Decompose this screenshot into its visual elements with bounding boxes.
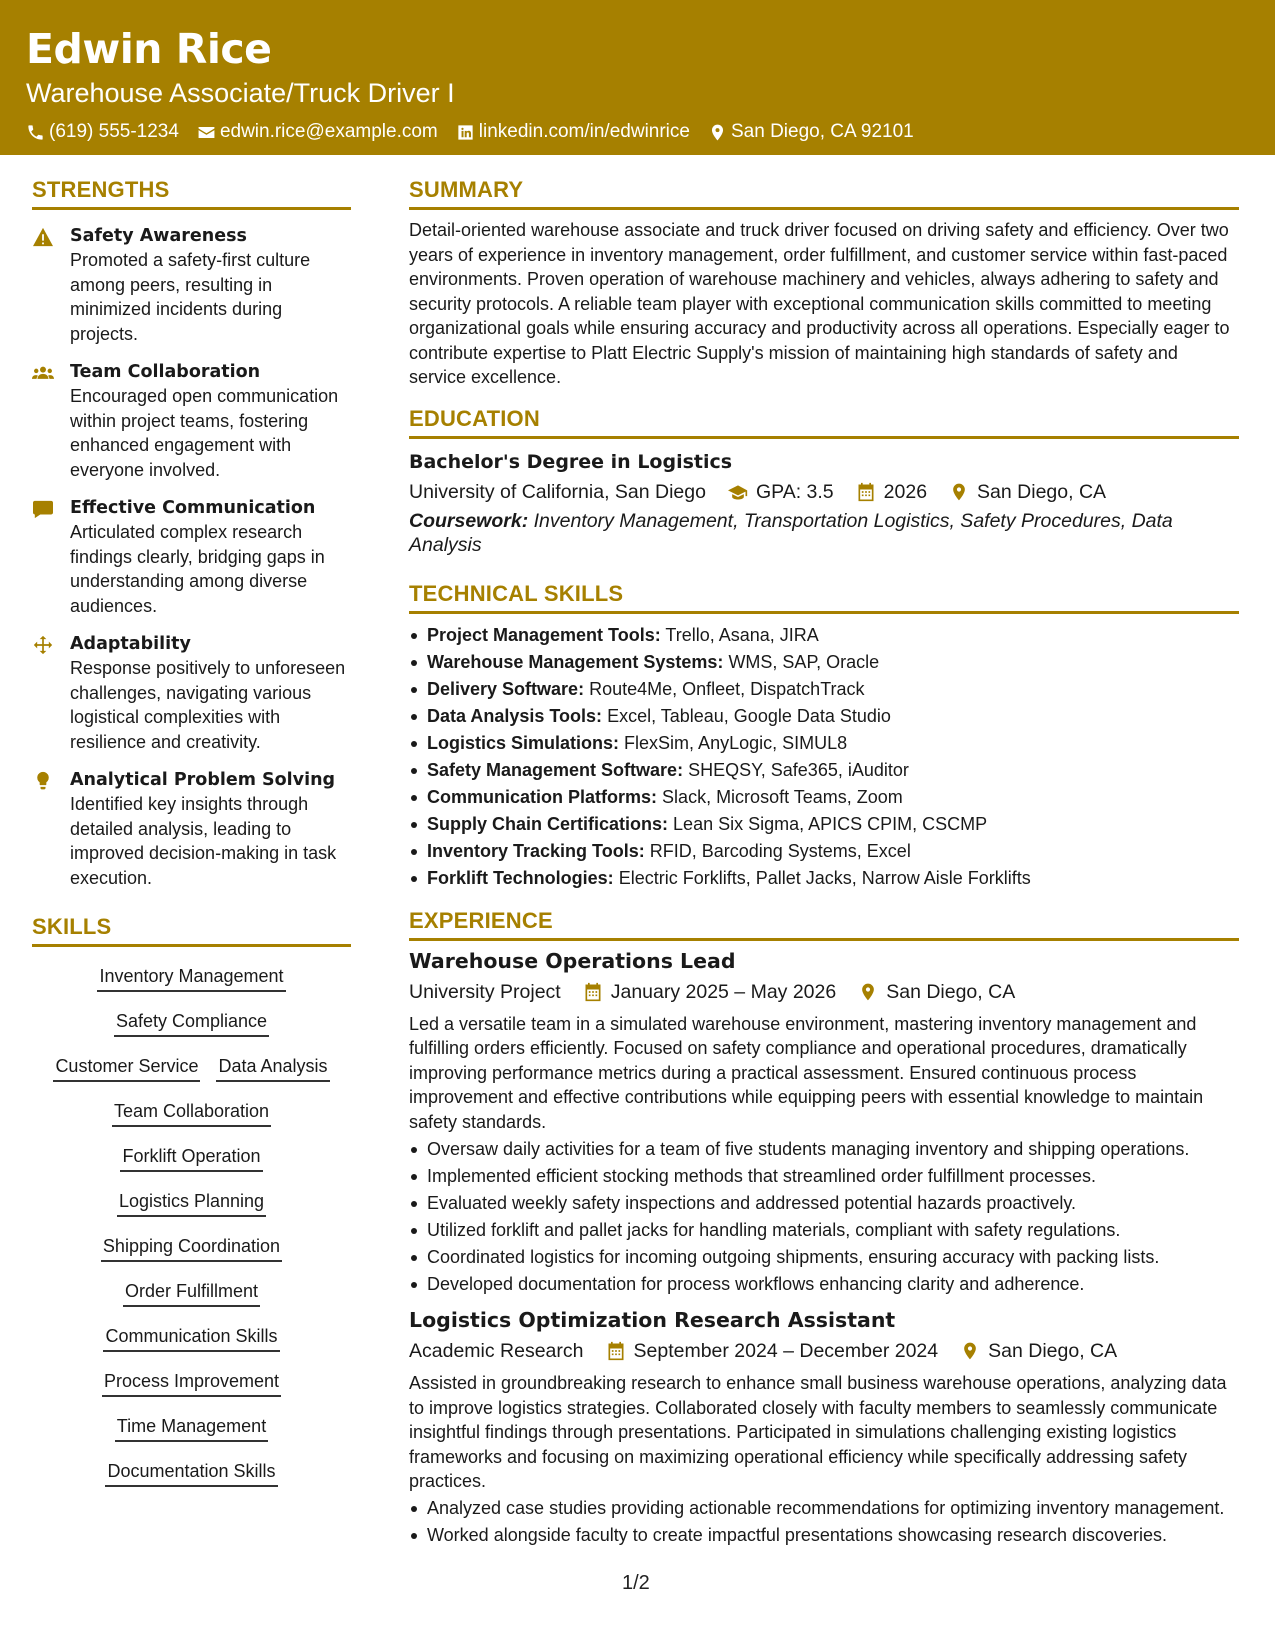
job-title: Warehouse Operations Lead [409, 948, 736, 973]
job-location: San Diego, CA [988, 1340, 1118, 1362]
tech-skill-value: Slack, Microsoft Teams, Zoom [662, 786, 903, 807]
page-number: 1/2 [622, 1572, 650, 1594]
job-description: Led a versatile team in a simulated warehouse environment, mastering inventory management and fulfilling orders efficiently. Focused on safety compliance and operational procedures, dramatically improving performance metrics during a practical assessment. Ensured continuous process improvement and effective contributions while equipping peers with essential knowledge to maintain safety standards. [409, 1013, 1204, 1132]
technical-skills-list [409, 622, 1239, 892]
strength-name: Safety Awareness [70, 226, 247, 246]
tech-skill-label: Inventory Tracking Tools: [427, 840, 645, 861]
list-item [409, 730, 1239, 757]
list-item: Evaluated weekly safety inspections and addressed potential hazards proactively. [409, 1191, 1239, 1216]
strength-item [32, 496, 351, 618]
envelope-icon [197, 123, 216, 142]
list-item [409, 757, 1239, 784]
map-pin-icon [960, 1341, 980, 1361]
tech-skill-value: RFID, Barcoding Systems, Excel [649, 840, 911, 861]
location-text: San Diego, CA 92101 [730, 121, 914, 142]
left-column [32, 175, 351, 1487]
map-pin-icon [858, 982, 878, 1002]
list-item: Implemented efficient stocking methods that streamlined order fulfillment processes. [409, 1164, 1239, 1189]
degree-title: Bachelor's Degree in Logistics [409, 450, 733, 473]
list-item: Oversaw daily activities for a team of five students managing inventory and shipping operations. [409, 1137, 1239, 1162]
summary-heading: SUMMARY [409, 175, 1239, 210]
linkedin-icon [456, 123, 475, 142]
contact-bar [26, 120, 1249, 144]
list-item: Analyzed case studies providing actionable recommendations for optimizing inventory management. [409, 1496, 1239, 1521]
job-bullets [409, 1137, 1239, 1297]
list-item [409, 649, 1239, 676]
job-org: University Project [409, 980, 561, 1003]
strength-item [32, 768, 351, 890]
summary-text: Detail-oriented warehouse associate and truck driver focused on driving safety and efficiency. Over two years of experience in inventory management, order fulfillment, and customer service within fast-paced environments. Proven operation of warehouse machinery and vehicles, always adhering to safety and security protocols. A reliable team player with exceptional communication skills committed to meeting organizational goals while ensuring accuracy and productivity across all operations. Especially eager to contribute expertise to Platt Electric Supply's mission of maintaining high standards of safety and service excellence. [409, 220, 1230, 387]
experience-heading: EXPERIENCE [409, 906, 1239, 941]
coursework-list: Inventory Management, Transportation Logistics, Safety Procedures, Data Analysis [409, 509, 1173, 556]
strength-item [32, 224, 351, 346]
strength-item [32, 632, 351, 754]
tech-skill-label: Forklift Technologies: [427, 867, 614, 888]
list-item: Developed documentation for process workflows enhancing clarity and adherence. [409, 1272, 1239, 1297]
skill-tag: Inventory Management [97, 964, 285, 992]
right-column [409, 175, 1239, 1548]
strength-desc: Identified key insights through detailed analysis, leading to improved decision-making in task execution. [70, 794, 337, 888]
users-icon [32, 363, 54, 383]
skill-tag: Team Collaboration [112, 1099, 271, 1127]
gpa: GPA: 3.5 [755, 480, 834, 503]
skill-tag: Forklift Operation [120, 1144, 262, 1172]
list-item: Worked alongside faculty to create impactful presentations showcasing research discoveries. [409, 1523, 1239, 1548]
list-item [409, 703, 1239, 730]
skill-tag: Process Improvement [102, 1369, 281, 1397]
tech-skill-value: Route4Me, Onfleet, DispatchTrack [589, 678, 865, 699]
list-item: Coordinated logistics for incoming outgoing shipments, ensuring accuracy with packing lists. [409, 1245, 1239, 1270]
tech-skill-value: Excel, Tableau, Google Data Studio [607, 705, 891, 726]
skill-tag: Safety Compliance [114, 1009, 269, 1037]
contact-location [708, 120, 914, 144]
education-location: San Diego, CA [977, 480, 1107, 503]
job-entry [409, 1306, 1239, 1548]
calendar-icon [606, 1341, 626, 1361]
contact-linkedin[interactable] [456, 120, 690, 144]
list-item [409, 622, 1239, 649]
tech-skill-label: Supply Chain Certifications: [427, 813, 669, 834]
tech-skill-value: SHEQSY, Safe365, iAuditor [688, 759, 909, 780]
phone-text: (619) 555-1234 [49, 121, 179, 142]
tech-skill-value: Trello, Asana, JIRA [665, 624, 819, 645]
skill-tag: Data Analysis [216, 1054, 329, 1082]
job-meta [409, 978, 1239, 1006]
tech-skill-label: Warehouse Management Systems: [427, 651, 724, 672]
tech-skill-value: WMS, SAP, Oracle [728, 651, 880, 672]
job-description: Assisted in groundbreaking research to enhance small business warehouse operations, analyzing data to improve logistics strategies. Collaborated closely with faculty members to seamlessly communicate insightful findings through presentations. Participated in simulations challenging existing logistics frameworks and focusing on maximizing operational efficiency while specifically addressing safety practices. [409, 1373, 1227, 1491]
skill-tag: Logistics Planning [117, 1189, 266, 1217]
job-meta [409, 1337, 1239, 1365]
coursework [409, 509, 1239, 557]
graduation-year: 2026 [883, 480, 928, 503]
job-location: San Diego, CA [886, 980, 1016, 1003]
calendar-icon [856, 482, 876, 502]
candidate-title: Warehouse Associate/Truck Driver I [26, 78, 455, 108]
list-item [409, 838, 1239, 865]
job-title: Logistics Optimization Research Assistant [409, 1308, 896, 1332]
list-item [409, 811, 1239, 838]
education-heading: EDUCATION [409, 404, 1239, 439]
job-dates: September 2024 – December 2024 [633, 1340, 939, 1362]
candidate-name: Edwin Rice [26, 25, 272, 73]
linkedin-text: linkedin.com/in/edwinrice [478, 121, 690, 142]
skill-tag: Order Fulfillment [123, 1279, 260, 1307]
job-entry [409, 947, 1239, 1297]
comment-icon [32, 499, 54, 519]
list-item [409, 865, 1239, 892]
resume-header [0, 0, 1275, 155]
list-item [409, 784, 1239, 811]
skill-tag: Documentation Skills [105, 1459, 277, 1487]
tech-skill-label: Safety Management Software: [427, 759, 684, 780]
tech-skill-value: Lean Six Sigma, APICS CPIM, CSCMP [673, 813, 988, 834]
email-text: edwin.rice@example.com [219, 121, 438, 142]
contact-email[interactable] [197, 120, 438, 144]
strength-desc: Promoted a safety-first culture among peers, resulting in minimized incidents during projects. [70, 250, 311, 344]
skills-heading: SKILLS [32, 912, 351, 947]
arrows-move-icon [32, 635, 54, 655]
tech-skill-label: Project Management Tools: [427, 624, 661, 645]
education-meta [409, 478, 1239, 506]
skill-tag: Communication Skills [103, 1324, 279, 1352]
tech-skill-value: FlexSim, AnyLogic, SIMUL8 [624, 732, 848, 753]
school-name: University of California, San Diego [409, 480, 706, 503]
warning-icon [32, 227, 54, 247]
strength-name: Analytical Problem Solving [70, 770, 336, 790]
strength-name: Team Collaboration [70, 362, 261, 382]
lightbulb-icon [32, 771, 54, 791]
map-pin-icon [949, 482, 969, 502]
job-dates: January 2025 – May 2026 [610, 980, 837, 1003]
technical-skills-heading: TECHNICAL SKILLS [409, 579, 1239, 614]
skill-tag: Customer Service [53, 1054, 200, 1082]
strength-item [32, 360, 351, 482]
list-item: Utilized forklift and pallet jacks for handling materials, compliant with safety regulations. [409, 1218, 1239, 1243]
strength-name: Effective Communication [70, 498, 316, 518]
phone-icon [26, 123, 45, 142]
tech-skill-label: Communication Platforms: [427, 786, 658, 807]
strength-name: Adaptability [70, 634, 191, 654]
contact-phone[interactable] [26, 120, 179, 144]
tech-skill-value: Electric Forklifts, Pallet Jacks, Narrow Aisle Forklifts [618, 867, 1031, 888]
strengths-heading: STRENGTHS [32, 175, 351, 210]
tech-skill-label: Data Analysis Tools: [427, 705, 603, 726]
coursework-label: Coursework: [409, 509, 529, 532]
list-item [409, 676, 1239, 703]
job-bullets [409, 1496, 1239, 1548]
skill-tag: Time Management [115, 1414, 268, 1442]
job-org: Academic Research [409, 1340, 584, 1362]
graduation-cap-icon [728, 482, 748, 502]
strength-desc: Articulated complex research findings clearly, bridging gaps in understanding among diverse audiences. [70, 522, 325, 616]
strength-desc: Response positively to unforeseen challenges, navigating various logistical complexities with resilience and creativity. [70, 658, 346, 752]
skill-tag: Shipping Coordination [101, 1234, 282, 1262]
map-pin-icon [708, 123, 727, 142]
strength-desc: Encouraged open communication within project teams, fostering enhanced engagement with everyone involved. [70, 386, 339, 480]
calendar-icon [583, 982, 603, 1002]
skills-list [32, 947, 351, 1487]
tech-skill-label: Delivery Software: [427, 678, 585, 699]
tech-skill-label: Logistics Simulations: [427, 732, 620, 753]
